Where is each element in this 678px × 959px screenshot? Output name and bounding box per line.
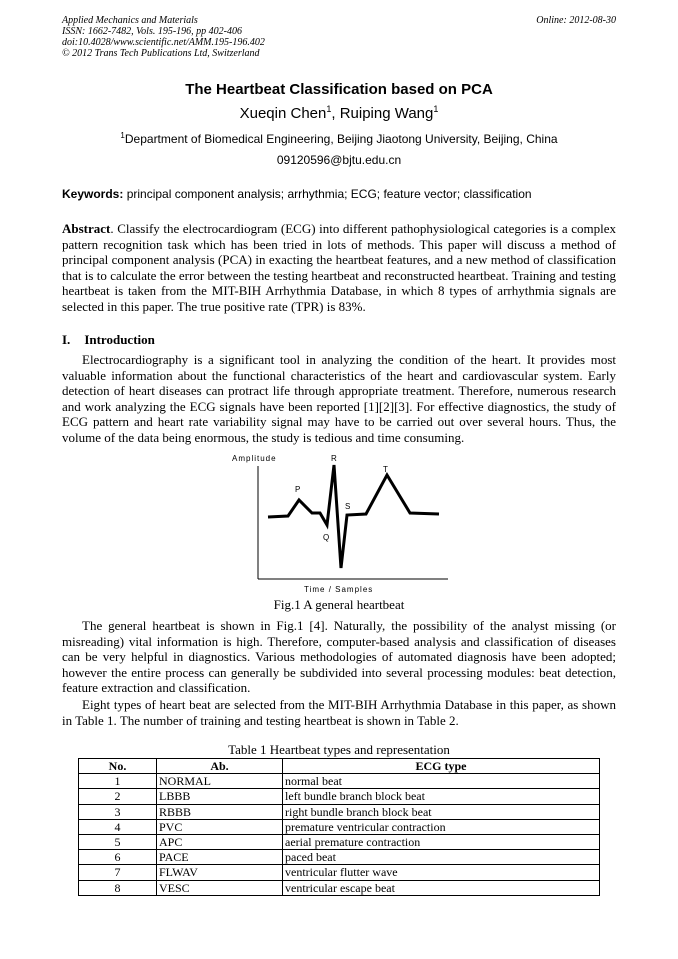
cell-no: 4 — [79, 819, 157, 834]
cell-ab: RBBB — [157, 804, 283, 819]
ecg-waveform — [268, 465, 439, 568]
column-header-ab: Ab. — [157, 759, 283, 774]
heartbeat-types-table — [78, 758, 600, 896]
abstract-label: Abstract — [62, 221, 111, 236]
table-row — [79, 774, 600, 789]
table-row — [79, 819, 600, 834]
cell-no: 3 — [79, 804, 157, 819]
cell-ab: FLWAV — [157, 865, 283, 880]
table-row — [79, 880, 600, 895]
cell-ecg-type: paced beat — [283, 850, 600, 865]
author-affil-mark: 1 — [326, 104, 332, 114]
cell-ab: APC — [157, 834, 283, 849]
keywords-label: Keywords: — [62, 187, 124, 201]
affiliation — [0, 131, 678, 146]
journal-copyright: © 2012 Trans Tech Publications Ltd, Switzerland — [62, 48, 260, 59]
cell-ecg-type: premature ventricular contraction — [283, 819, 600, 834]
column-header-ecg-type: ECG type — [283, 759, 600, 774]
keywords — [62, 187, 616, 201]
t-wave-label: T — [383, 465, 388, 474]
author-separator: , — [331, 105, 340, 122]
journal-name: Applied Mechanics and Materials — [62, 15, 198, 26]
cell-no: 8 — [79, 880, 157, 895]
figure-caption: Fig.1 A general heartbeat — [273, 597, 405, 612]
cell-ecg-type: left bundle branch block beat — [283, 789, 600, 804]
cell-ecg-type: right bundle branch block beat — [283, 804, 600, 819]
table-row — [79, 834, 600, 849]
table-row — [79, 850, 600, 865]
r-wave-label: R — [331, 454, 337, 463]
section-title: Introduction — [84, 332, 155, 347]
cell-ecg-type: ventricular flutter wave — [283, 865, 600, 880]
paper-title: The Heartbeat Classification based on PCA — [185, 81, 493, 98]
keywords-text: principal component analysis; arrhythmia; ECG; feature vector; classification — [123, 187, 532, 201]
affiliation-mark: 1 — [120, 131, 125, 140]
cell-no: 7 — [79, 865, 157, 880]
cell-ecg-type: normal beat — [283, 774, 600, 789]
cell-ab: PVC — [157, 819, 283, 834]
affiliation-text: Department of Biomedical Engineering, Beijing Jiaotong University, Beijing, China — [124, 132, 558, 146]
abstract-text: . Classify the electrocardiogram (ECG) into different pathophysiological categories is a complex pattern recognition task which has been tried in lots of methods. This paper will discuss a method of principal component analysis (PCA) in exacting the heartbeat features, and a new method of classification that is to calculate the error between the testing heartbeat and reconstructed heartbeat. Training and testing heartbeat is taken from the MIT-BIH Arrhythmia Database, in which 8 types of arrhythmia signals are selected in this paper. The true positive rate (TPR) is 83%. — [62, 221, 616, 314]
table-row — [79, 865, 600, 880]
table-caption: Table 1 Heartbeat types and representation — [228, 742, 450, 757]
column-header-no: No. — [79, 759, 157, 774]
abstract — [62, 221, 616, 315]
intro-paragraph-2: The general heartbeat is shown in Fig.1 [4]. Naturally, the possibility of the analyst missing (or misreading) vital information is high. Therefore, computer-based analysis and classification of diseases can be very helpful in diagnostics. Various methodologies of automated diagnosis have been adopted; however the entire process can generally be subdivided into several processing modules: beat detection, feature extraction and classification. — [62, 618, 616, 696]
cell-ab: VESC — [157, 880, 283, 895]
cell-no: 5 — [79, 834, 157, 849]
x-axis-label: Time / Samples — [304, 585, 374, 594]
q-wave-label: Q — [323, 533, 330, 542]
table-header-row — [79, 759, 600, 774]
author-name: Ruiping Wang — [339, 105, 434, 122]
s-wave-label: S — [345, 502, 351, 511]
heartbeat-figure — [228, 450, 450, 598]
cell-ecg-type: aerial premature contraction — [283, 834, 600, 849]
author-name: Xueqin Chen — [239, 105, 327, 122]
author-email: 09120596@bjtu.edu.cn — [276, 153, 402, 167]
intro-paragraph-1: Electrocardiography is a significant tool in analyzing the condition of the heart. It provides most valuable information about the functional characteristics of the heart and cardiovascular system. Early detection of heart diseases can protract life through appropriate treatment. Therefore, numerous research and work analyzing the ECG signals have been reported [1][2][3]. For effective diagnostics, the study of ECG pattern and heart rate variability signal may have to be carried out over several hours. Thus, the volume of the data being enormous, the study is tedious and time consuming. — [62, 352, 616, 445]
cell-ab: LBBB — [157, 789, 283, 804]
table-row — [79, 804, 600, 819]
author-affil-mark: 1 — [433, 104, 439, 114]
paper-authors — [0, 104, 678, 122]
cell-no: 1 — [79, 774, 157, 789]
journal-doi: doi:10.4028/www.scientific.net/AMM.195-196.402 — [62, 37, 265, 48]
journal-issn: ISSN: 1662-7482, Vols. 195-196, pp 402-406 — [62, 26, 242, 37]
cell-ab: PACE — [157, 850, 283, 865]
online-date: Online: 2012-08-30 — [536, 15, 616, 26]
journal-header — [62, 15, 616, 59]
p-wave-label: P — [295, 485, 301, 494]
cell-ecg-type: ventricular escape beat — [283, 880, 600, 895]
cell-ab: NORMAL — [157, 774, 283, 789]
y-axis-label: Amplitude — [232, 454, 277, 463]
intro-paragraph-3: Eight types of heart beat are selected from the MIT-BIH Arrhythmia Database in this paper, as shown in Table 1. The number of training and testing heartbeat is shown in Table 2. — [62, 697, 616, 728]
section-heading — [62, 332, 155, 348]
section-number: I. — [62, 332, 71, 347]
cell-no: 6 — [79, 850, 157, 865]
cell-no: 2 — [79, 789, 157, 804]
table-row — [79, 789, 600, 804]
